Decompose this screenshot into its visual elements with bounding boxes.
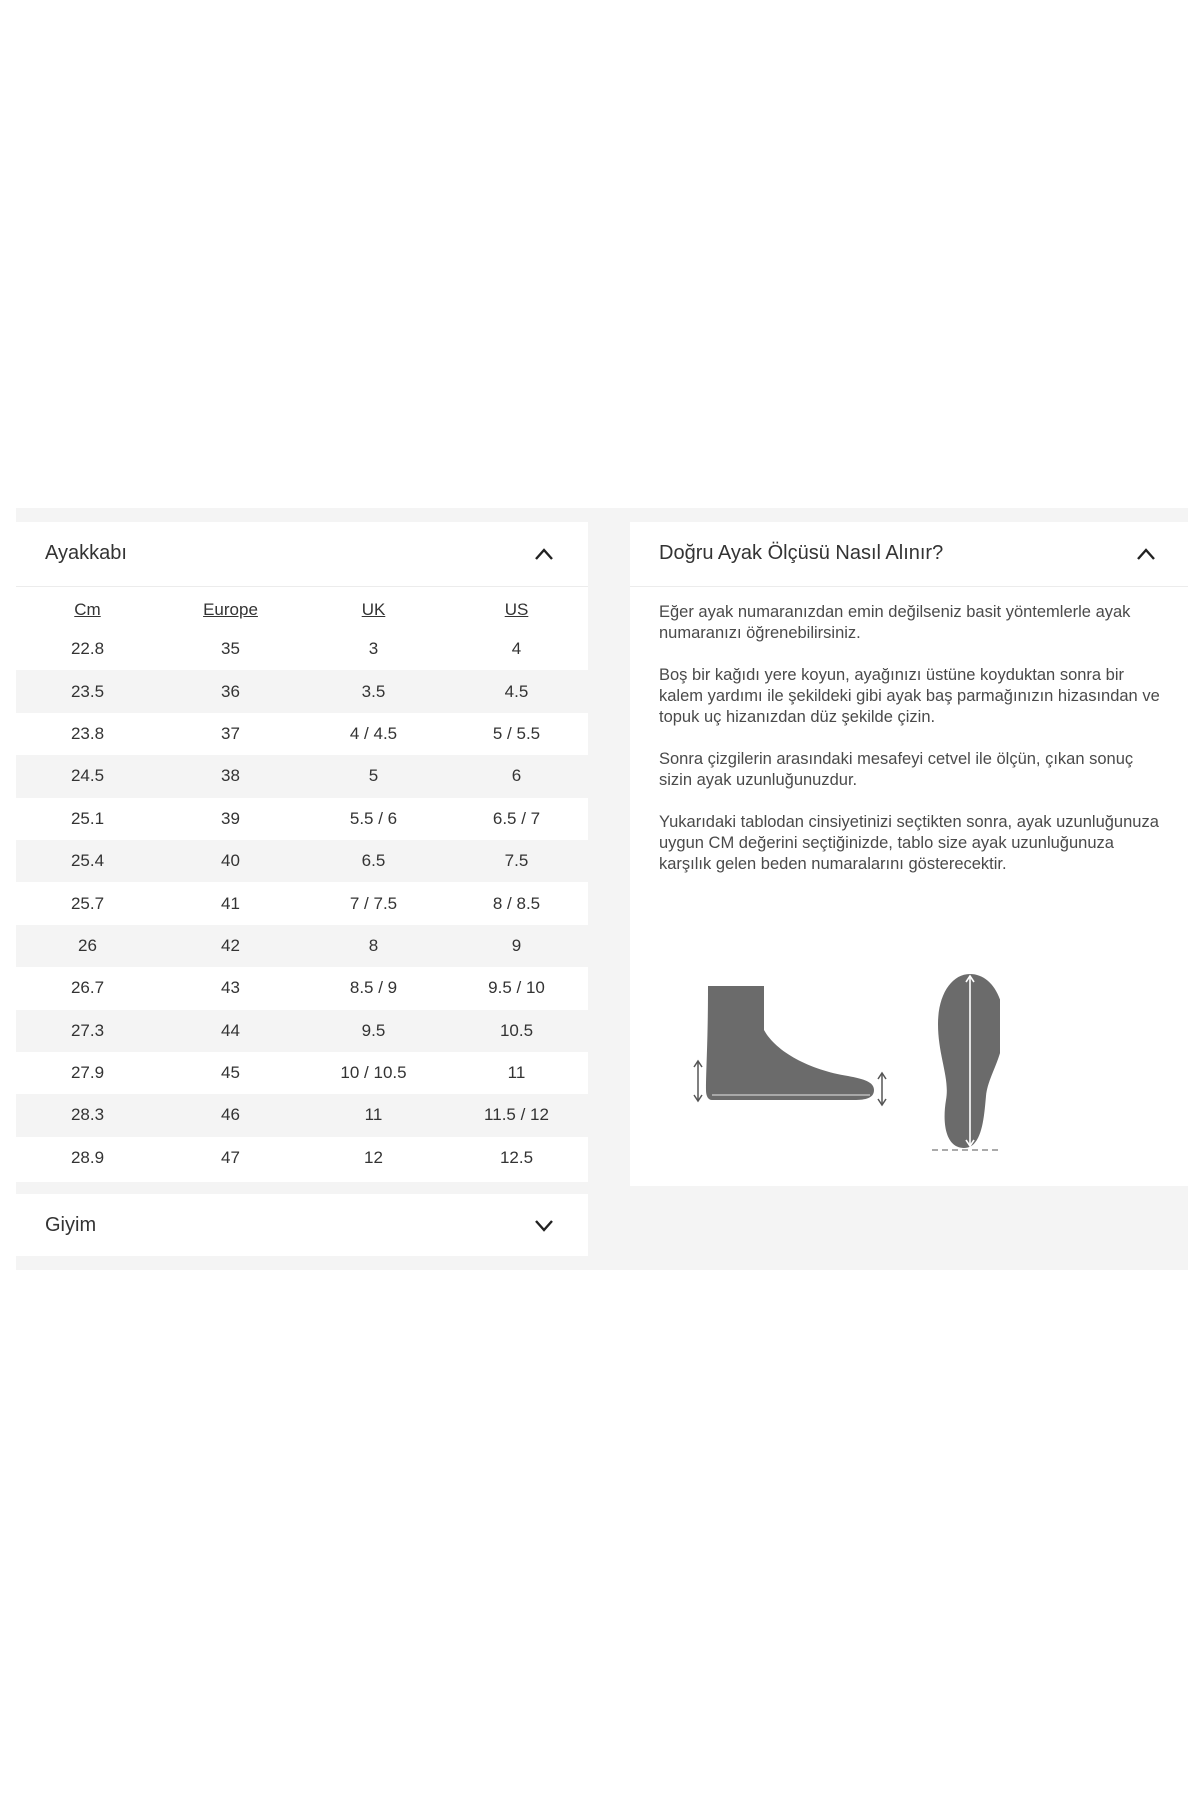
size-cell-europe: 42 xyxy=(159,925,302,967)
chevron-up-icon[interactable] xyxy=(532,544,556,564)
size-cell-us: 7.5 xyxy=(445,840,588,882)
size-cell-europe: 46 xyxy=(159,1094,302,1136)
column-header-us[interactable]: US xyxy=(504,600,529,619)
size-table-header-row xyxy=(16,592,588,628)
table-row xyxy=(16,755,588,797)
size-cell-europe: 40 xyxy=(159,840,302,882)
size-cell-cm: 25.1 xyxy=(70,808,105,828)
size-cell-uk: 4 / 4.5 xyxy=(349,723,398,743)
foot-measurement-illustration xyxy=(670,972,1000,1172)
table-row xyxy=(16,967,588,1009)
size-cell-uk: 8 xyxy=(302,925,445,967)
instruction-paragraph: Boş bir kağıdı yere koyun, ayağınızı üstüne koyduktan sonra bir kalem yardımı ile şekildeki gibi ayak baş parmağınızın hizasından ve topuk uç hizanızdan düz şekilde çizin. xyxy=(659,666,1160,726)
table-row xyxy=(16,840,588,882)
size-cell-europe: 47 xyxy=(221,1147,240,1167)
size-cell-cm: 23.5 xyxy=(16,670,159,712)
guide-accordion-header[interactable] xyxy=(630,522,1188,587)
size-cell-cm: 26 xyxy=(16,925,159,967)
column-header-cm[interactable]: Cm xyxy=(74,600,101,619)
size-cell-us: 12.5 xyxy=(499,1147,534,1167)
size-cell-uk: 8.5 / 9 xyxy=(349,978,398,998)
table-row xyxy=(16,798,588,840)
size-cell-uk: 9.5 xyxy=(302,1010,445,1052)
table-row xyxy=(16,628,588,670)
chevron-down-icon[interactable] xyxy=(532,1215,556,1235)
size-cell-cm: 26.7 xyxy=(70,978,105,998)
size-cell-uk: 5.5 / 6 xyxy=(349,808,398,828)
table-row xyxy=(16,713,588,755)
table-row xyxy=(16,925,588,967)
clothing-accordion-header[interactable] xyxy=(16,1194,588,1256)
size-cell-cm: 28.9 xyxy=(70,1147,105,1167)
foot-sole-view-icon xyxy=(932,972,1000,1150)
shoe-accordion-header[interactable] xyxy=(16,522,588,587)
size-cell-uk: 3.5 xyxy=(302,670,445,712)
table-row xyxy=(16,1052,588,1094)
size-cell-us: 5 / 5.5 xyxy=(492,723,541,743)
foot-side-view-icon xyxy=(694,986,886,1105)
size-cell-europe: 39 xyxy=(221,808,240,828)
size-cell-us: 11 xyxy=(507,1063,526,1083)
size-cell-us: 4.5 xyxy=(445,670,588,712)
size-cell-us: 9 xyxy=(445,925,588,967)
table-row xyxy=(16,882,588,924)
guide-panel-title: Doğru Ayak Ölçüsü Nasıl Alınır? xyxy=(659,542,944,564)
size-cell-us: 6.5 / 7 xyxy=(492,808,541,828)
instruction-paragraph: Sonra çizgilerin arasındaki mesafeyi cetvel ile ölçün, çıkan sonuç sizin ayak uzunluğunuzdur. xyxy=(659,750,1134,789)
table-row xyxy=(16,1137,588,1179)
size-cell-europe: 43 xyxy=(221,978,240,998)
size-cell-uk: 10 / 10.5 xyxy=(340,1063,407,1083)
measure-instructions xyxy=(659,602,1169,896)
table-row xyxy=(16,670,588,712)
shoe-size-panel xyxy=(16,522,588,1182)
table-row xyxy=(16,1010,588,1052)
size-cell-uk: 7 / 7.5 xyxy=(349,893,398,913)
chevron-up-icon[interactable] xyxy=(1134,544,1158,564)
size-cell-us: 11.5 / 12 xyxy=(445,1094,588,1136)
size-cell-europe: 35 xyxy=(221,639,240,659)
size-cell-us: 8 / 8.5 xyxy=(492,893,541,913)
size-cell-europe: 37 xyxy=(221,723,240,743)
instruction-paragraph: Yukarıdaki tablodan cinsiyetinizi seçtikten sonra, ayak uzunluğunuza uygun CM değerini seçtiğinizde, tablo size ayak uzunluğunuza karşılık gelen beden numaralarını gösterecektir. xyxy=(659,813,1159,873)
column-header-uk[interactable]: UK xyxy=(361,600,386,619)
measure-guide-panel xyxy=(630,522,1188,1186)
size-cell-us: 9.5 / 10 xyxy=(488,978,545,998)
size-table xyxy=(16,592,588,1179)
size-cell-cm: 27.3 xyxy=(16,1010,159,1052)
size-cell-uk: 5 xyxy=(302,755,445,797)
size-cell-europe: 45 xyxy=(221,1063,240,1083)
size-cell-uk: 12 xyxy=(364,1147,383,1167)
size-cell-cm: 24.5 xyxy=(16,755,159,797)
size-cell-cm: 27.9 xyxy=(70,1063,105,1083)
size-cell-cm: 22.8 xyxy=(70,639,105,659)
size-cell-uk: 6.5 xyxy=(302,840,445,882)
size-cell-cm: 25.7 xyxy=(70,893,105,913)
size-cell-uk: 11 xyxy=(302,1094,445,1136)
clothing-panel-title: Giyim xyxy=(45,1214,97,1236)
size-cell-europe: 41 xyxy=(221,893,240,913)
size-cell-europe: 38 xyxy=(159,755,302,797)
column-header-europe[interactable]: Europe xyxy=(203,600,258,619)
size-cell-us: 4 xyxy=(511,639,522,659)
size-cell-europe: 36 xyxy=(159,670,302,712)
size-cell-us: 6 xyxy=(445,755,588,797)
size-cell-uk: 3 xyxy=(368,639,379,659)
shoe-panel-title: Ayakkabı xyxy=(45,542,127,564)
size-cell-cm: 25.4 xyxy=(16,840,159,882)
size-cell-us: 10.5 xyxy=(445,1010,588,1052)
table-row xyxy=(16,1094,588,1136)
instruction-paragraph: Eğer ayak numaranızdan emin değilseniz basit yöntemlerle ayak numaranızı öğrenebilirsiniz. xyxy=(659,603,1131,642)
size-cell-cm: 23.8 xyxy=(70,723,105,743)
size-cell-cm: 28.3 xyxy=(16,1094,159,1136)
size-cell-europe: 44 xyxy=(159,1010,302,1052)
